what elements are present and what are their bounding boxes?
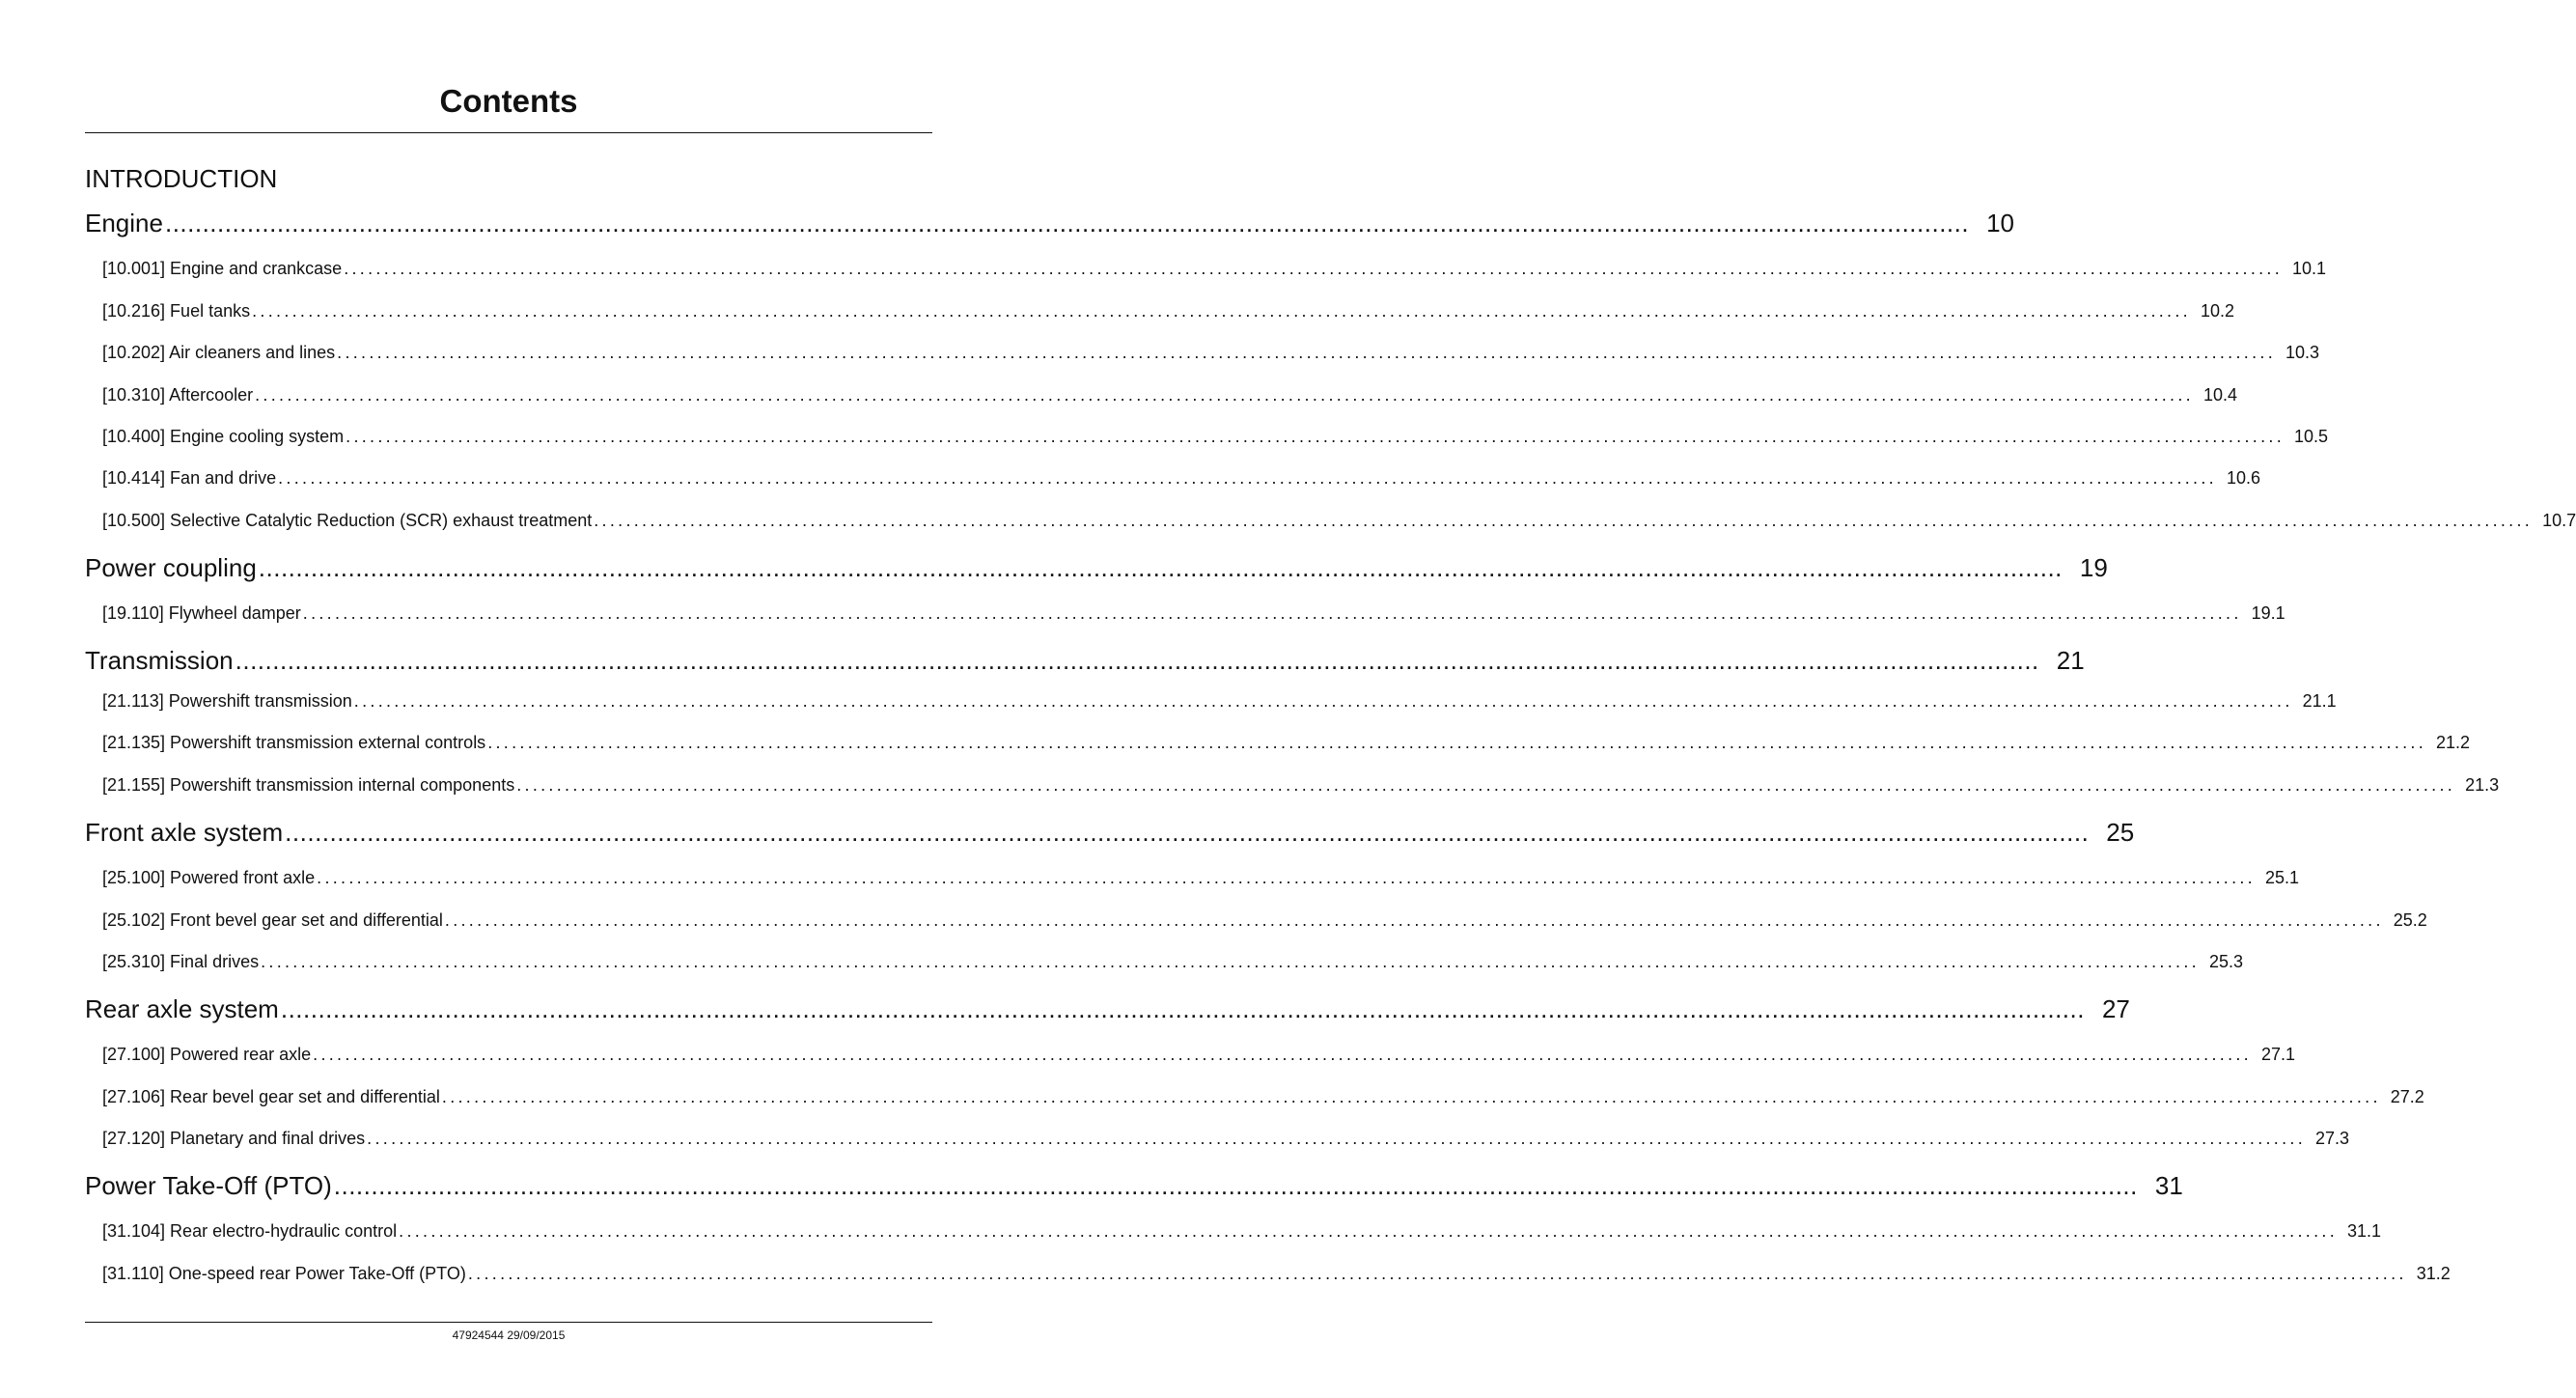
toc-section[interactable] <box>102 1087 2424 1107</box>
toc-section[interactable] <box>102 511 2576 531</box>
toc-page-number: 25.1 <box>2264 868 2300 887</box>
toc-leader: .................................................................................................................................................................................................................................................. <box>594 511 2534 530</box>
toc-leader: .................................................................................................................................................................................................................................................. <box>441 1087 2381 1106</box>
toc-section-title: [21.135] Powershift transmission external controls <box>102 733 486 752</box>
toc-page-number: 31 <box>2154 1171 2183 1200</box>
toc-section-title: [10.001] Engine and crankcase <box>102 259 343 278</box>
toc-section[interactable] <box>102 1221 2382 1242</box>
toc-section[interactable] <box>102 775 2500 796</box>
toc-section-title: [31.110] One-speed rear Power Take-Off (PTO) <box>102 1264 466 1283</box>
toc-chapter-front-axle[interactable] <box>85 818 2135 848</box>
toc-page-number: 25.2 <box>2393 910 2427 930</box>
footer-doc-id: 47924544 29/09/2015 <box>452 1328 566 1342</box>
toc-section-title: [21.113] Powershift transmission <box>102 691 352 711</box>
toc-section-title: [10.310] Aftercooler <box>102 385 254 405</box>
toc-chapter-title: Engine <box>85 209 163 238</box>
toc-page-number: 31.2 <box>2416 1264 2451 1283</box>
toc-leader: .................................................................................................................................................................................................................................................. <box>317 868 2256 887</box>
toc-leader: .................................................................................................................................................................................................................................................. <box>344 259 2284 278</box>
toc-leader: .................................................................................................................................................................................................................................................. <box>346 427 2285 446</box>
toc-leader: .................................................................................................................................................................................................................................................. <box>280 994 2085 1023</box>
toc-leader: .................................................................................................................................................................................................................................................. <box>516 775 2456 795</box>
toc-leader: .................................................................................................................................................................................................................................................. <box>337 343 2276 362</box>
toc-leader: .................................................................................................................................................................................................................................................. <box>487 733 2427 752</box>
toc-page-number: 19.1 <box>2251 603 2285 623</box>
toc-chapter-power-coupling[interactable] <box>85 553 2108 583</box>
toc-section[interactable] <box>102 1129 2350 1149</box>
toc-section-title: [10.202] Air cleaners and lines <box>102 343 336 362</box>
toc-chapter-title: Front axle system <box>85 818 284 847</box>
toc-page-number: 10.2 <box>2200 301 2234 321</box>
toc-leader: .................................................................................................................................................................................................................................................. <box>444 910 2384 930</box>
toc-leader: .................................................................................................................................................................................................................................................. <box>333 1171 2138 1200</box>
toc-section-title: [27.106] Rear bevel gear set and differential <box>102 1087 440 1106</box>
toc-section[interactable] <box>102 952 2243 972</box>
toc-section[interactable] <box>102 343 2320 363</box>
toc-chapter-title: Rear axle system <box>85 994 279 1023</box>
toc-page-number: 21.3 <box>2465 775 2500 795</box>
toc-section-title: [19.110] Flywheel damper <box>102 603 301 623</box>
toc-chapter-title: Power coupling <box>85 553 257 582</box>
toc-leader: .................................................................................................................................................................................................................................................. <box>261 952 2200 971</box>
toc-section[interactable] <box>102 259 2327 279</box>
bottom-divider <box>85 1322 932 1323</box>
toc-section[interactable] <box>102 468 2261 489</box>
toc-section-title: [10.216] Fuel tanks <box>102 301 251 321</box>
toc-page-number: 27.1 <box>2260 1045 2296 1064</box>
toc-leader: .................................................................................................................................................................................................................................................. <box>255 385 2194 405</box>
toc-section-title: [25.100] Powered front axle <box>102 868 316 887</box>
toc-section[interactable] <box>102 427 2329 447</box>
toc-page-number: 21 <box>2056 646 2085 675</box>
toc-leader: .................................................................................................................................................................................................................................................. <box>367 1129 2307 1148</box>
toc-page-number: 10.7 <box>2542 511 2576 530</box>
toc-leader: .................................................................................................................................................................................................................................................. <box>164 209 1970 238</box>
toc-section[interactable] <box>102 301 2234 322</box>
toc-section-title: [27.100] Powered rear axle <box>102 1045 312 1064</box>
toc-page-number: 27 <box>2101 994 2130 1023</box>
toc-page-number: 10.4 <box>2202 385 2237 405</box>
top-divider <box>85 132 932 133</box>
toc-chapter-title: Power Take-Off (PTO) <box>85 1171 332 1200</box>
toc-section[interactable] <box>102 868 2300 888</box>
toc-leader: .................................................................................................................................................................................................................................................. <box>353 691 2293 711</box>
toc-section[interactable] <box>102 385 2237 405</box>
toc-section[interactable] <box>102 1264 2451 1284</box>
toc-leader: .................................................................................................................................................................................................................................................. <box>285 818 2090 847</box>
toc-page-number: 27.3 <box>2315 1129 2350 1148</box>
toc-section-title: [27.120] Planetary and final drives <box>102 1129 366 1148</box>
toc-leader: .................................................................................................................................................................................................................................................. <box>258 553 2063 582</box>
toc-section[interactable] <box>102 1045 2296 1065</box>
toc-section-title: [10.414] Fan and drive <box>102 468 277 488</box>
toc-section-title: [25.102] Front bevel gear set and differential <box>102 910 443 930</box>
toc-section-title: [10.400] Engine cooling system <box>102 427 345 446</box>
page-title: Contents <box>439 83 578 119</box>
toc-page-number: 21.1 <box>2302 691 2337 711</box>
toc-page-number: 10 <box>1986 209 2015 238</box>
toc-page-number: 25 <box>2106 818 2135 847</box>
toc-page-number: 10.1 <box>2292 259 2327 278</box>
toc-page-number: 21.2 <box>2436 733 2471 752</box>
toc-section-title: [31.104] Rear electro-hydraulic control <box>102 1221 398 1241</box>
toc-chapter-rear-axle[interactable] <box>85 994 2130 1024</box>
toc-section[interactable] <box>102 603 2285 624</box>
toc-section[interactable] <box>102 733 2471 753</box>
toc-leader: .................................................................................................................................................................................................................................................. <box>302 603 2242 623</box>
toc-leader: .................................................................................................................................................................................................................................................. <box>399 1221 2338 1241</box>
intro-heading: INTRODUCTION <box>85 164 278 193</box>
toc-section-title: [10.500] Selective Catalytic Reduction (SCR) exhaust treatment <box>102 511 593 530</box>
toc-chapter-pto[interactable] <box>85 1171 2183 1201</box>
toc-section-title: [25.310] Final drives <box>102 952 260 971</box>
toc-leader: .................................................................................................................................................................................................................................................. <box>467 1264 2407 1283</box>
toc-section-title: [21.155] Powershift transmission internal components <box>102 775 515 795</box>
toc-page-number: 10.5 <box>2294 427 2329 446</box>
toc-page-number: 10.6 <box>2226 468 2261 488</box>
toc-leader: .................................................................................................................................................................................................................................................. <box>252 301 2191 321</box>
toc-page-number: 25.3 <box>2208 952 2243 971</box>
toc-chapter-transmission[interactable] <box>85 646 2085 676</box>
toc-leader: .................................................................................................................................................................................................................................................. <box>278 468 2217 488</box>
toc-leader: .................................................................................................................................................................................................................................................. <box>313 1045 2252 1064</box>
toc-page-number: 31.1 <box>2347 1221 2382 1241</box>
toc-page-number: 19 <box>2079 553 2108 582</box>
toc-chapter-engine[interactable] <box>85 209 2015 238</box>
toc-section[interactable] <box>102 910 2427 931</box>
toc-section[interactable] <box>102 691 2337 712</box>
toc-page-number: 27.2 <box>2390 1087 2424 1106</box>
toc-leader: .................................................................................................................................................................................................................................................. <box>235 646 2039 675</box>
toc-chapter-title: Transmission <box>85 646 234 675</box>
toc-page-number: 10.3 <box>2285 343 2320 362</box>
